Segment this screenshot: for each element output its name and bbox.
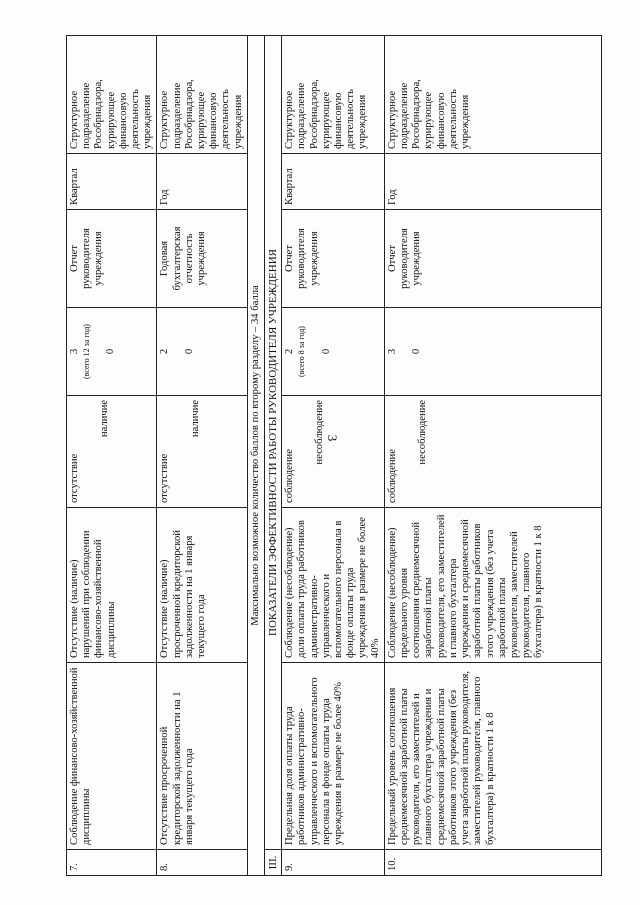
criterion-cell: Соблюдение (несоблюдение) доли оплаты труда работников административно-управленческого и вспомогательного персонала в фонде оплаты труда учреждения в размере не более 40% xyxy=(282,508,385,663)
report-cell: Отчет руководителя учреждения xyxy=(67,210,157,308)
indicator-cell: Соблюдение финансово-хозяйственной дисциплины xyxy=(67,663,157,850)
score-cell xyxy=(157,308,247,396)
value-cell xyxy=(67,396,157,508)
table-row xyxy=(157,36,247,876)
report-cell: Отчет руководителя учреждения xyxy=(282,210,385,308)
score-bottom: 0 xyxy=(411,348,423,355)
criterion-cell: Отсутствие (наличие) просроченной кредиторской задолженности на 1 января текущего года xyxy=(157,508,247,663)
value-bottom: наличие xyxy=(189,400,201,438)
row-number: 9. xyxy=(282,850,385,876)
table-row xyxy=(282,36,385,876)
score-cell xyxy=(384,308,601,396)
score-top: 2 xyxy=(159,348,171,355)
value-cell xyxy=(282,396,385,508)
period-cell: Квартал xyxy=(282,154,385,210)
max-score-row xyxy=(247,36,264,876)
period-cell: Год xyxy=(157,154,247,210)
report-cell: Годовая бухгалтерская отчетность учреждения xyxy=(157,210,247,308)
indicators-table xyxy=(66,35,602,876)
page-number: 3 xyxy=(325,434,340,442)
section-header-row xyxy=(265,36,282,876)
responsible-cell: Структурное подразделение Рособрнадзора, курирующее финансовую деятельность учреждения xyxy=(67,36,157,154)
criterion-cell: Отсутствие (наличие) нарушений при соблюдении финансово-хозяйственной дисциплины xyxy=(67,508,157,663)
value-top: отсутствие xyxy=(69,453,80,503)
value-cell xyxy=(157,396,247,508)
rotated-table-container xyxy=(66,36,602,876)
indicator-cell: Предельный уровень соотношения среднемесячной заработной платы руководителя, его заместителей и главного бухгалтера учреждения и среднемесячной заработной платы работников этого учреждения (без учета заработной платы руководителя, заместителей руководителя, главного бухгалтера) в кратности 1 к 8 xyxy=(384,663,601,850)
responsible-cell: Структурное подразделение Рособрнадзора, курирующее финансовую деятельность учреждения xyxy=(384,36,601,154)
value-top: отсутствие xyxy=(159,453,171,503)
period-cell: Квартал xyxy=(67,154,157,210)
score-bottom: 0 xyxy=(320,348,332,355)
table-row xyxy=(384,36,601,876)
indicator-cell: Предельная доля оплаты труда работников административно-управленческого и вспомогательного персонала в фонде оплаты труда учреждения в размере не более 40% xyxy=(282,663,385,850)
score-cell xyxy=(282,308,385,396)
value-top: соблюдение xyxy=(386,449,398,503)
score-note: (всего 8 за год) xyxy=(297,326,307,377)
value-bottom: несоблюдение xyxy=(417,400,429,465)
score-top: 3 xyxy=(69,348,80,355)
criterion-cell: Соблюдение (несоблюдение) предельного уровня соотношения среднемесячной заработной платы руководителя, его заместителей и главного бухгалтера учреждения и среднемесячной заработной платы работников этого учреждения (без учета заработной платы руководителя, заместителей руководителя, главного бухгалтера) в кратности 1 к 8 xyxy=(384,508,601,663)
score-top: 2 xyxy=(284,348,296,355)
row-number: 8. xyxy=(157,850,247,876)
value-bottom: несоблюдение xyxy=(314,400,326,465)
row-number: 7. xyxy=(67,850,157,876)
value-bottom: наличие xyxy=(99,400,111,438)
section-number: III. xyxy=(265,850,282,876)
indicator-cell: Отсутствие просроченной кредиторской задолженности на 1 января текущего года xyxy=(157,663,247,850)
max-score-text: Максимально возможное количество баллов по второму разделу – 34 балла xyxy=(247,36,264,876)
section-title: ПОКАЗАТЕЛИ ЭФФЕКТИВНОСТИ РАБОТЫ РУКОВОДИТЕЛЯ УЧРЕЖДЕНИЯ xyxy=(265,36,282,850)
score-top: 3 xyxy=(386,348,398,355)
value-top: соблюдение xyxy=(284,449,296,503)
responsible-cell: Структурное подразделение Рособрнадзора, курирующее финансовую деятельность учреждения xyxy=(282,36,385,154)
score-cell xyxy=(67,308,157,396)
score-bottom: 0 xyxy=(105,348,117,355)
period-cell: Год xyxy=(384,154,601,210)
row-number: 10. xyxy=(384,850,601,876)
table-row xyxy=(67,36,157,876)
value-cell xyxy=(384,396,601,508)
score-note: (всего 12 за год) xyxy=(82,324,92,379)
report-cell: Отчет руководителя учреждения xyxy=(384,210,601,308)
responsible-cell: Структурное подразделение Рособрнадзора, курирующее финансовую деятельность учреждения xyxy=(157,36,247,154)
score-bottom: 0 xyxy=(183,348,195,355)
